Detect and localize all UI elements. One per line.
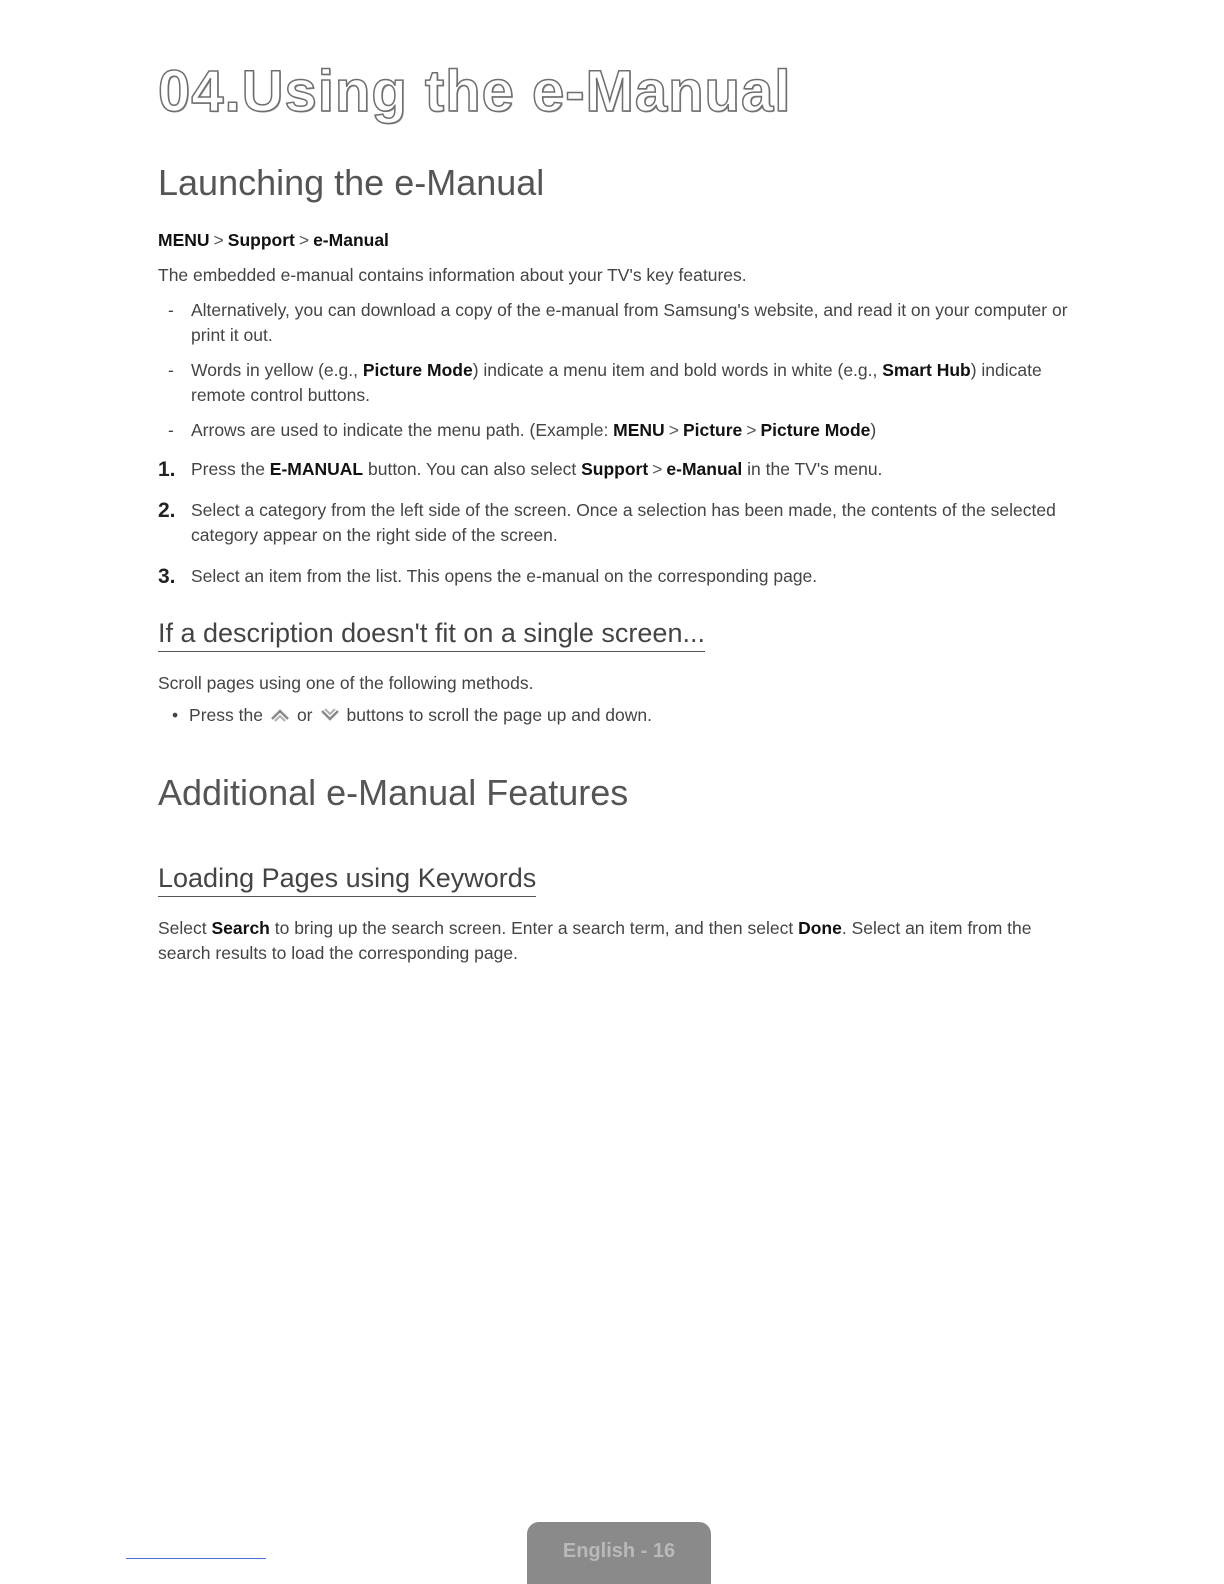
path-separator: > bbox=[213, 230, 224, 250]
step-item bbox=[158, 498, 1068, 548]
bullet-item: • Press the or buttons to scroll the page up and down. bbox=[172, 705, 653, 725]
single-screen-heading: If a description doesn't fit on a single screen... bbox=[158, 618, 705, 652]
note-text: Alternatively, you can download a copy of the e-manual from Samsung's website, and read it on your computer or print it out. bbox=[191, 300, 1068, 345]
additional-heading: Additional e-Manual Features bbox=[158, 772, 629, 813]
menu-path bbox=[158, 230, 389, 251]
page-label: English - 16 bbox=[562, 1539, 676, 1562]
keywords-heading: Loading Pages using Keywords bbox=[158, 863, 536, 897]
bullet-mark: • bbox=[172, 705, 179, 725]
launching-intro: The embedded e-manual contains information about your TV's key features. bbox=[158, 265, 747, 285]
step-text: Select a category from the left side of the screen. Once a selection has been made, the contents of the selected category appear on the right side of the screen. bbox=[191, 500, 1056, 545]
keywords-text: Select Search to bring up the search screen. Enter a search term, and then select Done. Select an item from the search results to load the corresponding page. bbox=[158, 918, 1032, 963]
menu-path-step: Support bbox=[227, 230, 295, 250]
path-separator: > bbox=[298, 230, 310, 250]
step-item bbox=[158, 457, 1068, 482]
dash-mark: - bbox=[168, 420, 174, 440]
step-number: 2. bbox=[158, 499, 176, 522]
step-item bbox=[158, 564, 1068, 589]
step-text: Select an item from the list. This opens the e-manual on the corresponding page. bbox=[191, 566, 818, 586]
menu-path-step: e-Manual bbox=[313, 230, 389, 250]
single-screen-intro: Scroll pages using one of the following methods. bbox=[158, 673, 534, 693]
launching-heading: Launching the e-Manual bbox=[158, 162, 545, 203]
menu-item-term: Search bbox=[211, 918, 270, 938]
scroll-up-icon bbox=[269, 705, 291, 721]
page-number-badge bbox=[527, 1522, 711, 1584]
dash-mark: - bbox=[168, 360, 174, 380]
step-number: 3. bbox=[158, 565, 176, 588]
note-text: Words in yellow (e.g., Picture Mode) indicate a menu item and bold words in white (e.g., Smart Hub) indicate remote control buttons. bbox=[191, 360, 1042, 405]
note-item bbox=[168, 418, 1068, 443]
menu-item-term: Picture Mode bbox=[362, 360, 473, 380]
footer-rule bbox=[126, 1558, 266, 1559]
button-term: E-MANUAL bbox=[269, 459, 364, 479]
dash-mark: - bbox=[168, 300, 174, 320]
chapter-title: 04.Using the e-Manual bbox=[158, 59, 792, 124]
scroll-down-icon bbox=[319, 705, 341, 721]
menu-item-term: Done bbox=[798, 918, 842, 938]
menu-path-step: MENU bbox=[158, 230, 210, 250]
step-text: Press the E-MANUAL button. You can also select Support > e-Manual in the TV's menu. bbox=[191, 459, 883, 479]
note-text: Arrows are used to indicate the menu path. (Example: MENU > Picture > Picture Mode) bbox=[191, 420, 877, 440]
note-item bbox=[168, 298, 1068, 348]
button-term: Smart Hub bbox=[882, 360, 971, 380]
step-number: 1. bbox=[158, 458, 176, 481]
note-item bbox=[168, 358, 1068, 408]
